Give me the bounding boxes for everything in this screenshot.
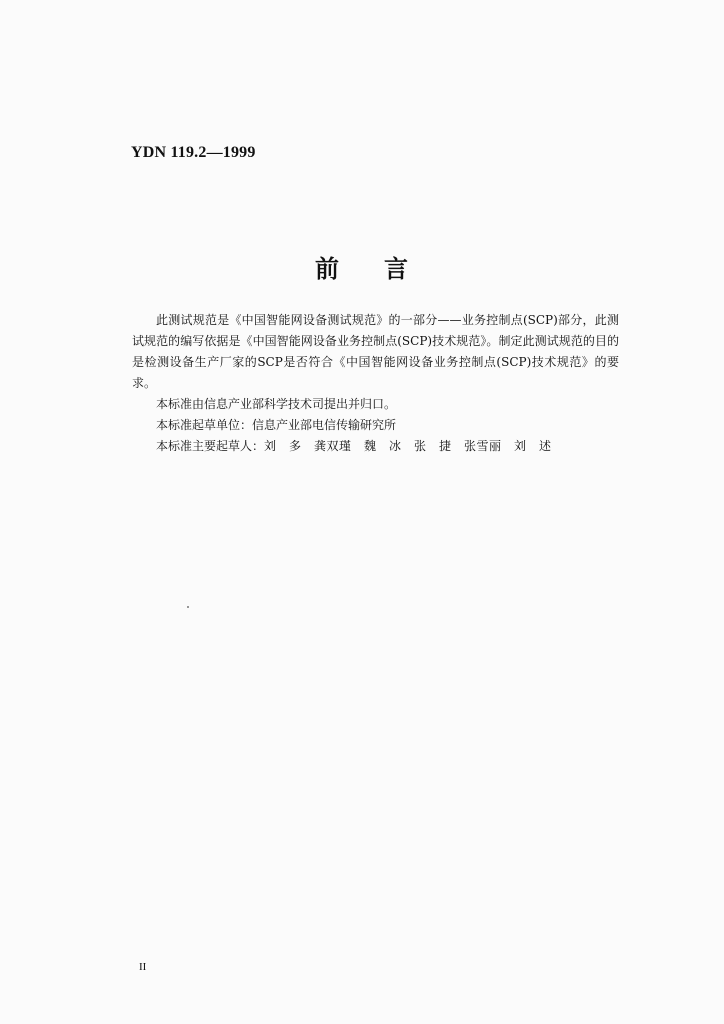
page-title: [0, 249, 724, 284]
drafting-unit-line: 本标准起草单位：信息产业部电信传输研究所: [156, 418, 397, 432]
drafters-label: 本标准主要起草人：: [156, 439, 265, 453]
proposer-line: 本标准由信息产业部科学技术司提出并归口。: [156, 397, 397, 411]
scan-speck: [187, 606, 189, 608]
page-number: II: [139, 961, 147, 973]
drafters-names: 刘 多 龚双瑾 魏 冰 张 捷 张雪丽 刘 述: [264, 439, 552, 453]
standard-code: YDN 119.2—1999: [131, 144, 256, 161]
title-char-1: 前: [315, 255, 340, 283]
drafters-line: [132, 436, 619, 457]
foreword-paragraph: 此测试规范是《中国智能网设备测试规范》的一部分——业务控制点(SCP)部分，此测试规范的编写依据是《中国智能网设备业务控制点(SCP)技术规范》。制定此测试规范的目的是检测设备生产厂家的SCP是否符合《中国智能网设备业务控制点(SCP)技术规范》的要求。: [132, 313, 619, 390]
title-char-2: 言: [384, 255, 409, 283]
foreword-body: [132, 310, 619, 457]
